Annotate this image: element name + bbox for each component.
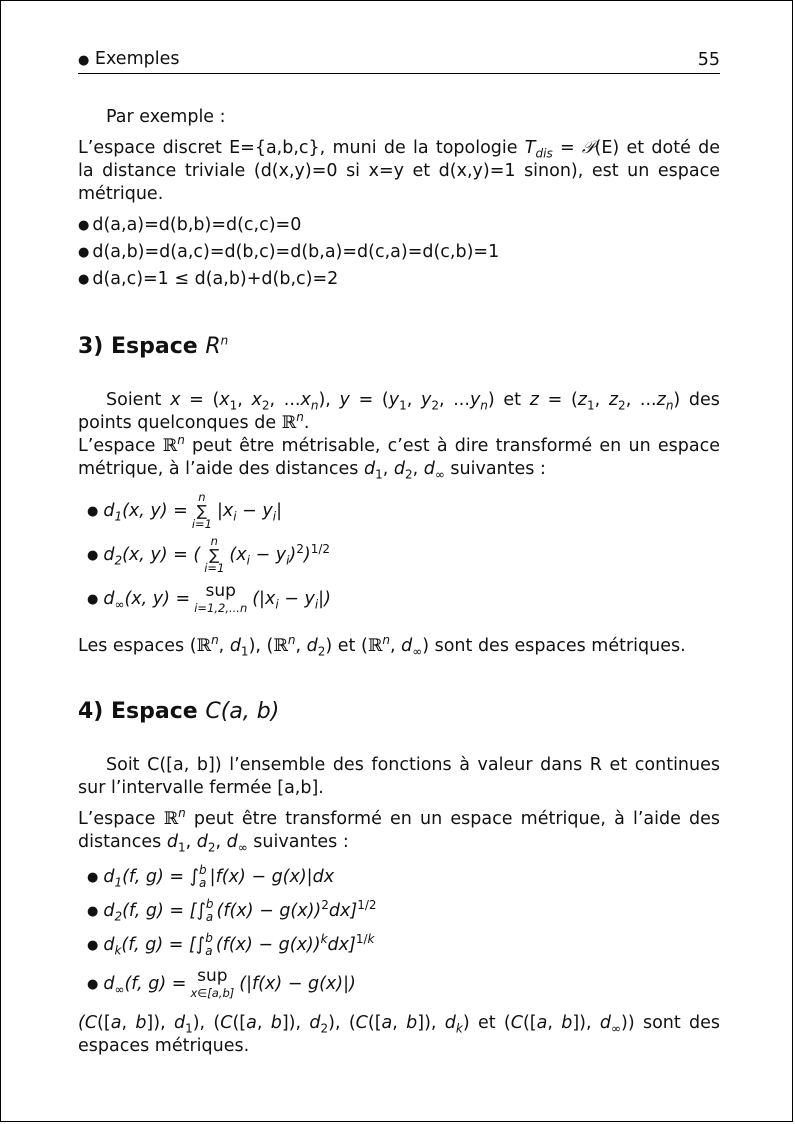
section-3-para-1: Soient $x = (x_1$, $x_2$, $...x_n$), $y = (y_1$, $y_2$, $...y_n$) et $z = (z_1$, $z_2$, $...z_n$) des points quelconques de ℝ$^n$. [78, 390, 720, 433]
section-4-para-2: L’espace ℝ$^n$ peut être transformé en un espace métrique, à l’aide des distances $d_1$, $d_2$, $d_\infty$ suivantes : [78, 806, 720, 855]
page-content [78, 49, 720, 1058]
page-number: 55 [697, 50, 720, 70]
formula-d2-rn: ● $d_2(x$, y) = ( n ∑ i=1 $(x_i - y_i)^2)^{1/2}$ [87, 534, 331, 575]
intro-bullet-2: ● d(a,b)=d(a,c)=d(b,c)=d(b,a)=d(c,a)=d(c,b)=1 [78, 242, 500, 262]
formula-dinf-rn: ● $d_\infty(x$, y) = sup i=1,2,...n $(|x_i - y_i|)$ [87, 580, 331, 615]
intro-para-1: Par exemple : [106, 107, 226, 127]
intro-bullet-1: ● d(a,a)=d(b,b)=d(c,c)=0 [78, 215, 302, 235]
section-3-para-2: L’espace ℝ$^n$ peut être métrisable, c’est à dire transformé en un espace métrique, à l’aide des distances $d_1$, $d_2$, $d_\infty$ suivantes : [78, 433, 720, 482]
running-header [78, 49, 720, 74]
formula-d2-cab: ● $d_2(f$, g) = [∫ b a $(f(x) - g(x))^2dx]^{1/2}$ [87, 897, 377, 924]
intro-bullet-3: ● d(a,c)=1 ≤ d(a,b)+d(b,c)=2 [78, 269, 339, 289]
section-3-heading: 3) Espace $R^n$ [78, 333, 229, 359]
intro-para-2: L’espace discret E={a,b,c}, muni de la topologie $T_{dis}$ = 𝒫(E) et doté de la distance triviale (d(x,y)=0 si x=y et d(x,y)=1 sinon), est un espace métrique. [78, 138, 720, 204]
header-title: ● Exemples [78, 49, 180, 69]
formula-d1-cab: ● $d_1(f$, g) = ∫ b a |f(x) − g(x)|dx [87, 863, 335, 890]
section-3-conclusion: Les espaces (ℝ$^n$, $d_1$), (ℝ$^n$, $d_2$) et (ℝ$^n$, $d_\infty$) sont des espaces métriques. [78, 633, 686, 659]
section-4-conclusion: (C([a, b]), $d_1$), (C([a, b]), $d_2$), (C([a, b]), $d_k$) et (C([a, b]), $d_\infty$)) sont des espaces métriques. [78, 1013, 721, 1056]
formula-dinf-cab: ● $d_\infty(f$, g) = sup x∈[a,b] (|f(x) − g(x)|) [87, 965, 356, 1000]
section-4-para-1: Soit C([a, b]) l’ensemble des fonctions à valeur dans R et continues sur l’intervalle fermée [a,b]. [78, 755, 720, 798]
section-4-heading: 4) Espace C(a, b) [78, 699, 280, 724]
formula-d1-rn: ● $d_1(x$, y) = n ∑ i=1 $|x_i - y_i|$ [87, 490, 283, 531]
formula-dk-cab: ● $d_k(f$, g) = [∫ b a $(f(x) - g(x))^kdx]^{1/k}$ [87, 931, 375, 958]
